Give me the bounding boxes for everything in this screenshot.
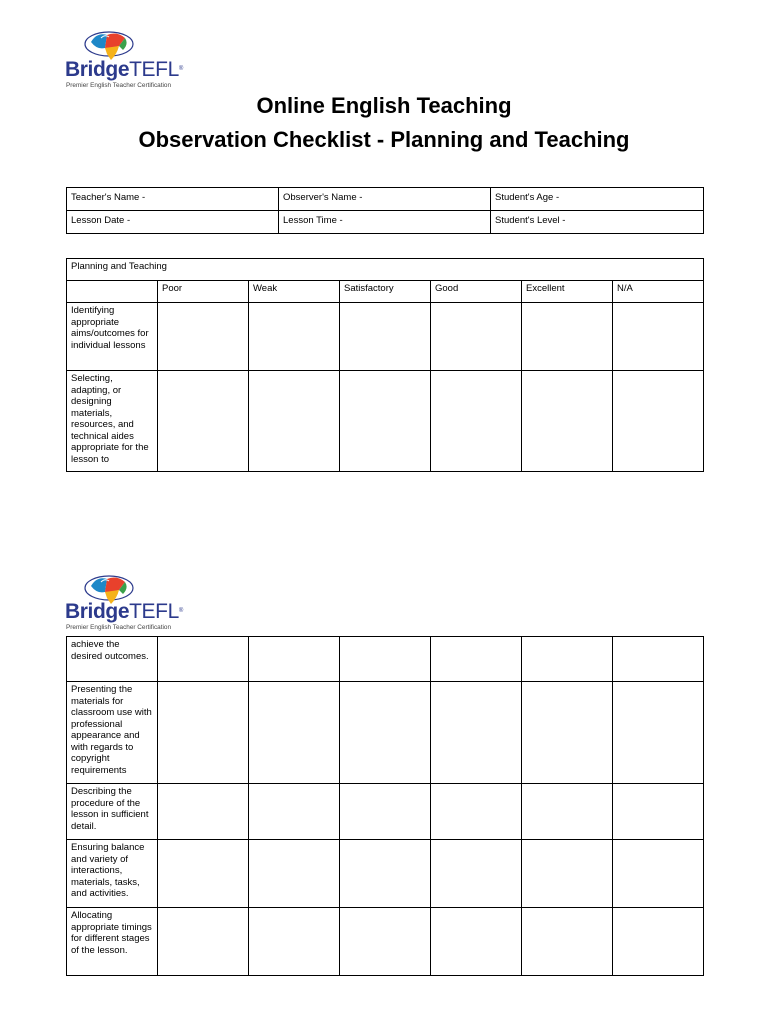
logo-wordmark: BridgeTEFL® — [65, 600, 183, 623]
rating-cell[interactable] — [340, 908, 431, 976]
rating-cell[interactable] — [431, 682, 522, 784]
criterion-label: Ensuring balance and variety of interactions, materials, tasks, and activities. — [67, 840, 158, 908]
logo-tagline: Premier English Teacher Certification — [66, 624, 172, 631]
rating-cell[interactable] — [613, 371, 704, 472]
column-header: Good — [431, 281, 522, 303]
rating-cell[interactable] — [431, 840, 522, 908]
observer-name-field[interactable]: Observer's Name - — [279, 188, 491, 211]
rating-cell[interactable] — [522, 784, 613, 840]
rating-cell[interactable] — [249, 840, 340, 908]
rating-cell[interactable] — [340, 371, 431, 472]
rating-cell[interactable] — [522, 840, 613, 908]
rating-cell[interactable] — [158, 840, 249, 908]
page-subtitle: Observation Checklist - Planning and Teaching — [138, 127, 630, 152]
column-header: Excellent — [522, 281, 613, 303]
table-row — [67, 908, 704, 976]
rating-cell[interactable] — [249, 682, 340, 784]
rating-cell[interactable] — [340, 303, 431, 371]
column-header: Satisfactory — [340, 281, 431, 303]
rating-cell[interactable] — [158, 303, 249, 371]
criterion-label: Describing the procedure of the lesson in sufficient detail. — [67, 784, 158, 840]
student-age-field[interactable]: Student's Age - — [491, 188, 704, 211]
rating-cell[interactable] — [249, 371, 340, 472]
checklist-table — [66, 258, 704, 472]
rating-cell[interactable] — [613, 784, 704, 840]
table-row — [67, 371, 704, 472]
logo-wordmark: BridgeTEFL® — [65, 58, 183, 81]
rating-cell[interactable] — [249, 908, 340, 976]
rating-cell[interactable] — [522, 371, 613, 472]
rating-cell[interactable] — [158, 682, 249, 784]
header-blank — [67, 281, 158, 303]
criterion-label: achieve the desired outcomes. — [67, 637, 158, 682]
rating-cell[interactable] — [431, 908, 522, 976]
rating-cell[interactable] — [613, 682, 704, 784]
rating-cell[interactable] — [431, 371, 522, 472]
lesson-info-table — [66, 187, 704, 234]
rating-cell[interactable] — [431, 784, 522, 840]
section-title: Planning and Teaching — [67, 259, 704, 281]
rating-cell[interactable] — [613, 303, 704, 371]
table-row — [67, 682, 704, 784]
rating-cell[interactable] — [522, 682, 613, 784]
table-header-row — [67, 281, 704, 303]
logo — [65, 574, 185, 636]
table-row — [67, 637, 704, 682]
rating-cell[interactable] — [522, 637, 613, 682]
rating-cell[interactable] — [249, 784, 340, 840]
criterion-label: Selecting, adapting, or designing materials, resources, and technical aides appropriate for the lesson to — [67, 371, 158, 472]
table-row — [67, 211, 704, 234]
table-row — [67, 188, 704, 211]
teacher-name-field[interactable]: Teacher's Name - — [67, 188, 279, 211]
rating-cell[interactable] — [158, 371, 249, 472]
criterion-label: Allocating appropriate timings for different stages of the lesson. — [67, 908, 158, 976]
table-row — [67, 840, 704, 908]
rating-cell[interactable] — [340, 637, 431, 682]
column-header: N/A — [613, 281, 704, 303]
rating-cell[interactable] — [340, 784, 431, 840]
rating-cell[interactable] — [340, 840, 431, 908]
lesson-time-field[interactable]: Lesson Time - — [279, 211, 491, 234]
rating-cell[interactable] — [613, 908, 704, 976]
student-level-field[interactable]: Student's Level - — [491, 211, 704, 234]
rating-cell[interactable] — [431, 303, 522, 371]
checklist-table-continued — [66, 636, 704, 976]
table-row — [67, 303, 704, 371]
rating-cell[interactable] — [158, 908, 249, 976]
rating-cell[interactable] — [613, 637, 704, 682]
rating-cell[interactable] — [158, 637, 249, 682]
page-title: Online English Teaching — [256, 93, 512, 118]
column-header: Poor — [158, 281, 249, 303]
rating-cell[interactable] — [431, 637, 522, 682]
logo — [65, 30, 185, 92]
rating-cell[interactable] — [340, 682, 431, 784]
criterion-label: Identifying appropriate aims/outcomes for individual lessons — [67, 303, 158, 371]
lesson-date-field[interactable]: Lesson Date - — [67, 211, 279, 234]
table-row — [67, 784, 704, 840]
rating-cell[interactable] — [522, 303, 613, 371]
rating-cell[interactable] — [249, 637, 340, 682]
criterion-label: Presenting the materials for classroom use with professional appearance and with regards to copyright requirements — [67, 682, 158, 784]
rating-cell[interactable] — [158, 784, 249, 840]
rating-cell[interactable] — [522, 908, 613, 976]
table-section-row — [67, 259, 704, 281]
column-header: Weak — [249, 281, 340, 303]
logo-tagline: Premier English Teacher Certification — [66, 82, 172, 89]
rating-cell[interactable] — [613, 840, 704, 908]
rating-cell[interactable] — [249, 303, 340, 371]
